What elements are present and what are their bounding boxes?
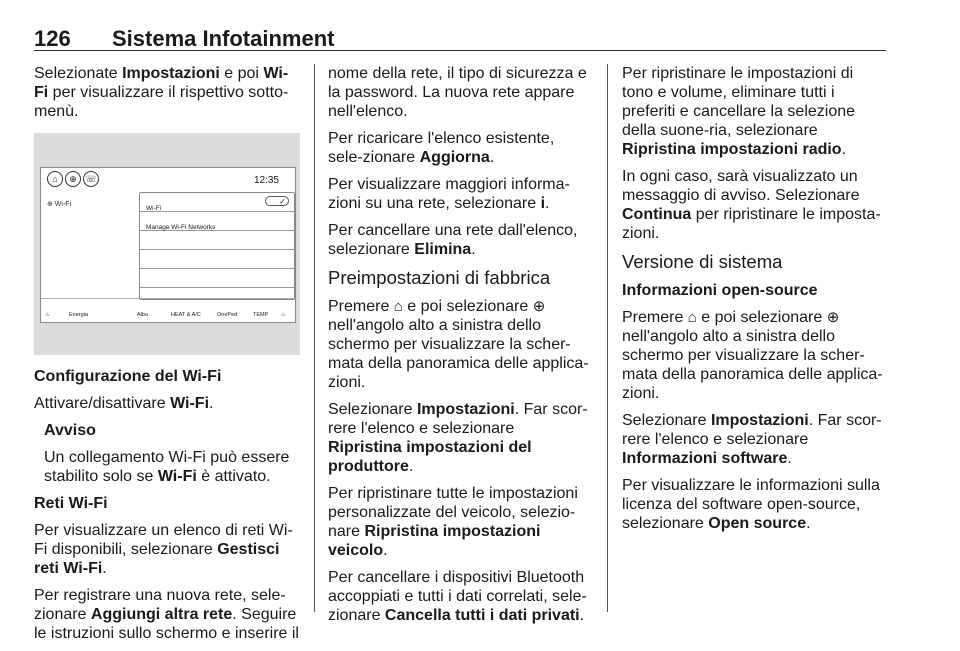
paragraph: Premere ⌂ e poi selezionare ⊕ nell'angolo alto a sinistra dello schermo per visualizzare la scher-mata della panoramica delle applica-zioni. bbox=[622, 309, 883, 402]
note-text: Un collegamento Wi-Fi può essere stabilito solo se Wi-Fi è attivato. bbox=[44, 449, 290, 485]
paragraph: Selezionare Impostazioni. Far scor-rere l'elenco e selezionare Ripristina impostazioni del produttore. bbox=[328, 401, 588, 475]
temp-label: TEMP bbox=[253, 312, 269, 318]
wifi-toggle: ✓ bbox=[265, 196, 289, 206]
heading-wifi-config: Configurazione del Wi-Fi bbox=[34, 368, 222, 385]
column-divider bbox=[607, 64, 608, 612]
note-box bbox=[44, 421, 300, 486]
paragraph: Per cancellare una rete dall'elenco, selezionare Elimina. bbox=[328, 222, 578, 258]
paragraph: Premere ⌂ e poi selezionare ⊕ nell'angolo alto a sinistra dello schermo per visualizzare la scher-mata della panoramica delle applica-zioni. bbox=[328, 298, 589, 391]
page-number: 126 bbox=[34, 26, 71, 51]
energy-label: Energia bbox=[69, 312, 88, 318]
heat-ac-label: HEAT & A/C bbox=[171, 312, 201, 318]
column-2 bbox=[328, 64, 592, 633]
phone-icon: ☏ bbox=[83, 171, 99, 187]
menu-row-manage: Manage Wi-Fi Networks bbox=[140, 212, 294, 231]
menu-row-empty bbox=[140, 231, 294, 250]
oneped-label: OnePed bbox=[217, 312, 238, 318]
page-header bbox=[34, 0, 886, 51]
heading-system-version: Versione di sistema bbox=[622, 251, 783, 272]
clock: 12:35 bbox=[253, 175, 279, 186]
paragraph: Per visualizzare le informazioni sulla licenza del software open-source, selezionare Open source. bbox=[622, 477, 880, 532]
infotainment-screen bbox=[40, 167, 296, 323]
seat-icon: ♨ bbox=[281, 312, 286, 318]
paragraph: Selezionare Impostazioni. Far scor-rere l'elenco e selezionare Informazioni software. bbox=[622, 412, 882, 467]
paragraph: Per registrare una nuova rete, sele-zionare Aggiungi altra rete. Seguire le istruzioni sullo schermo e inserire il bbox=[34, 587, 299, 642]
wifi-menu-panel bbox=[139, 192, 295, 300]
paragraph: In ogni caso, sarà visualizzato un messaggio di avviso. Selezionare Continua per ripristinare le imposta-zioni. bbox=[622, 168, 881, 242]
apps-icon: ⊕ bbox=[532, 298, 546, 315]
column-1 bbox=[34, 64, 300, 651]
screen-top-bar bbox=[41, 168, 295, 190]
menu-row-wifi: Wi-Fi ✓ bbox=[140, 193, 294, 212]
back-wifi-label: ⊕ Wi-Fi bbox=[47, 201, 72, 208]
paragraph: Per ripristinare le impostazioni di tono e volume, eliminare tutti i preferiti e cancellare la selezione della suone-ria, selezionare Ripristina impostazioni radio. bbox=[622, 65, 856, 158]
heading-open-source: Informazioni open-source bbox=[622, 282, 818, 299]
fan-label: Alba bbox=[137, 312, 149, 318]
note-title: Avviso bbox=[44, 422, 96, 439]
seat-heat-icon: ♨ bbox=[45, 312, 50, 318]
menu-row-empty bbox=[140, 269, 294, 288]
paragraph: Attivare/disattivare Wi-Fi. bbox=[34, 395, 214, 412]
intro-paragraph: Selezionate Impostazioni e poi Wi-Fi per visualizzare il rispettivo sotto-menù. bbox=[34, 65, 289, 120]
heading-wifi-networks: Reti Wi-Fi bbox=[34, 495, 108, 512]
heading-factory-reset: Preimpostazioni di fabbrica bbox=[328, 267, 551, 288]
wifi-settings-figure bbox=[34, 133, 300, 355]
screen-bottom-bar bbox=[41, 298, 295, 323]
home-icon: ⌂ bbox=[47, 171, 63, 187]
apps-icon: ⊕ bbox=[826, 309, 840, 326]
paragraph: nome della rete, il tipo di sicurezza e la password. La nuova rete appare nell'elenco. bbox=[328, 65, 587, 120]
apps-icon: ⊕ bbox=[65, 171, 81, 187]
paragraph: Per visualizzare maggiori informa-zioni su una rete, selezionare i. bbox=[328, 176, 570, 212]
column-3 bbox=[622, 64, 888, 541]
section-title: Sistema Infotainment bbox=[112, 26, 335, 51]
paragraph: Per visualizzare un elenco di reti Wi-Fi disponibili, selezionare Gestisci reti Wi-Fi. bbox=[34, 522, 293, 577]
paragraph: Per cancellare i dispositivi Bluetooth accoppiati e tutti i dati correlati, sele-zionare Cancella tutti i dati privati. bbox=[328, 569, 587, 624]
paragraph: Per ricaricare l'elenco esistente, sele-zionare Aggiorna. bbox=[328, 130, 555, 166]
column-divider bbox=[314, 64, 315, 612]
home-icon: ⌂ bbox=[687, 309, 697, 326]
menu-row-empty bbox=[140, 250, 294, 269]
paragraph: Per ripristinare tutte le impostazioni personalizzate del veicolo, selezio-nare Ripristina impostazioni veicolo. bbox=[328, 485, 578, 559]
home-icon: ⌂ bbox=[393, 298, 403, 315]
